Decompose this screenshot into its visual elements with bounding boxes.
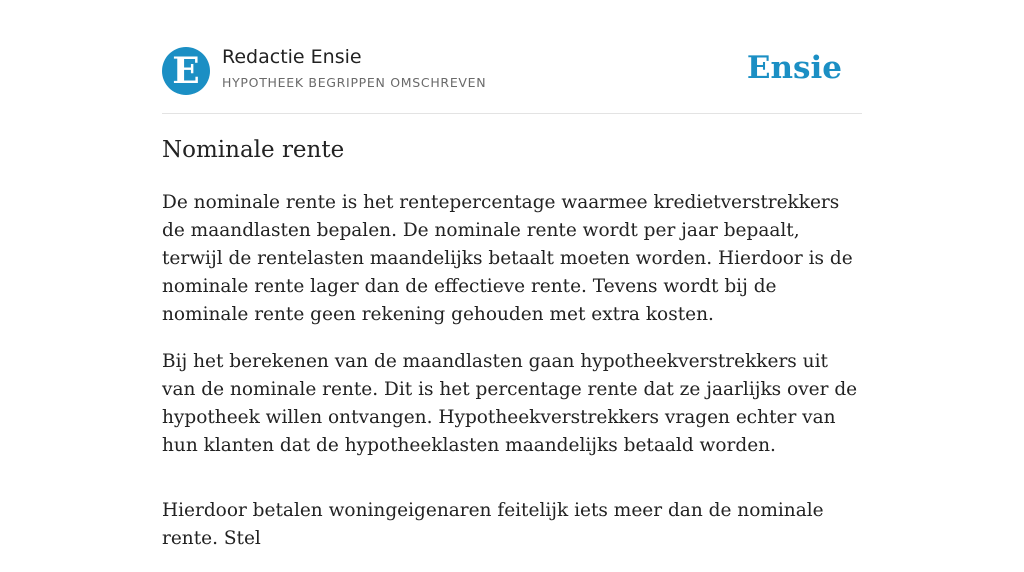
article-body — [162, 189, 862, 572]
article-paragraph: De nominale rente is het rentepercentage waarmee kredietverstrekkers de maandlasten bepalen. De nominale rente wordt per jaar bepaalt, terwijl de rentelasten maandelijks betaalt moeten worden. Hierdoor is de nominale rente lager dan de effectieve rente. Tevens wordt bij de nominale rente geen rekening gehouden met extra kosten. — [162, 192, 853, 325]
ensie-logo-icon[interactable]: E — [162, 47, 210, 95]
article-paragraph: Bij het berekenen van de maandlasten gaan hypotheekverstrekkers uit van de nominale rente. Dit is het percentage rente dat ze jaarlijks over de hypotheek willen ontvangen. Hypotheekverstrekkers vragen echter van hun klanten dat de hypotheeklasten maandelijks betaald worden. — [162, 351, 858, 456]
article-paragraph: Hierdoor betalen woningeigenaren feitelijk iets meer dan de nominale rente. Stel — [162, 500, 824, 549]
category-label[interactable]: HYPOTHEEK BEGRIPPEN OMSCHREVEN — [222, 75, 487, 90]
header-divider — [162, 113, 862, 114]
brand-logo[interactable]: Ensie — [746, 50, 842, 86]
article-header — [162, 46, 862, 96]
author-name[interactable]: Redactie Ensie — [222, 46, 362, 68]
article-title: Nominale rente — [162, 137, 345, 163]
